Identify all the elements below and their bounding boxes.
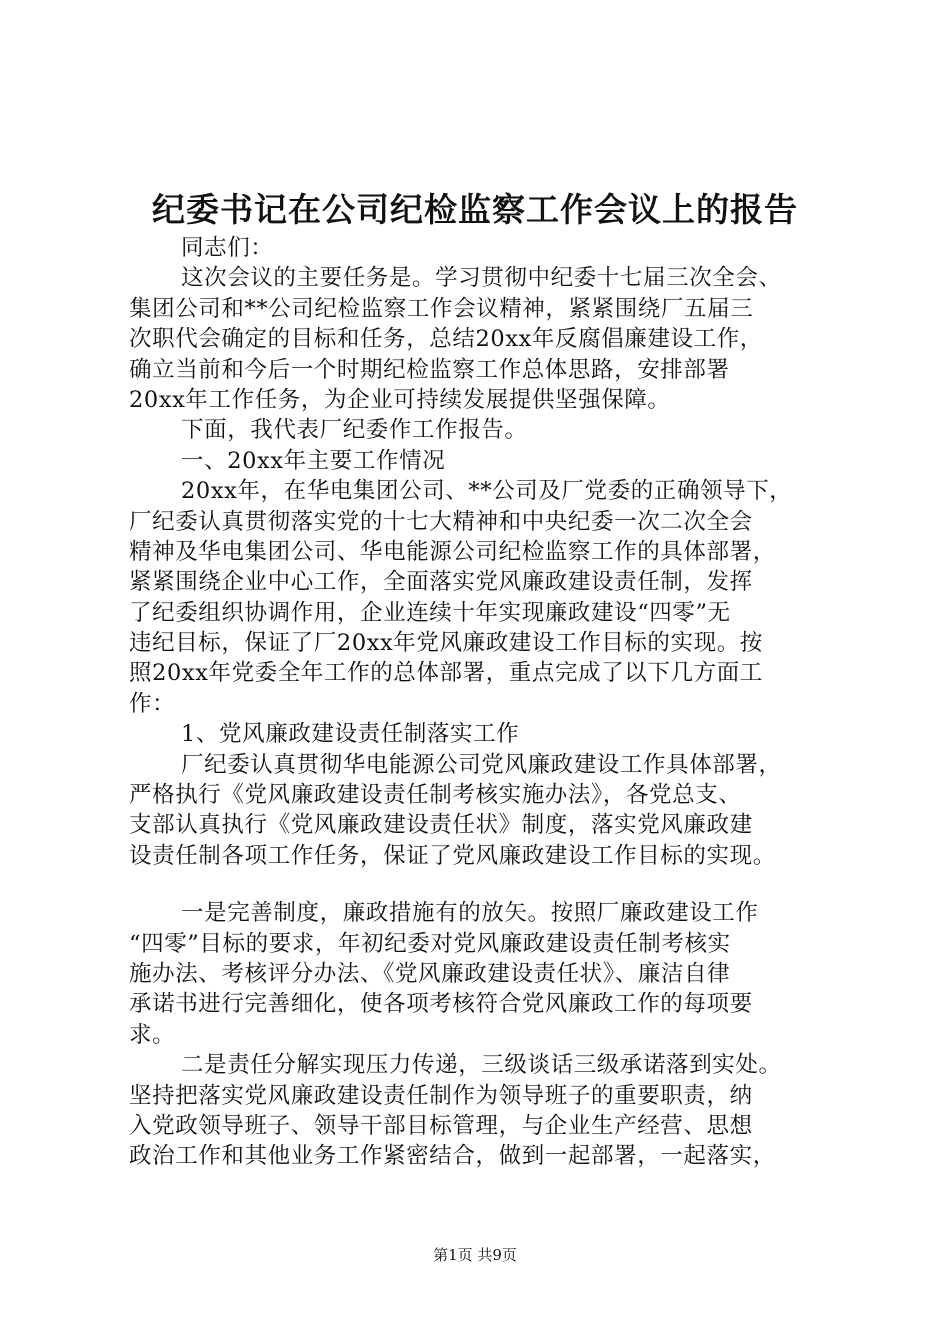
paragraph-line: 承诺书进行完善细化，使各项考核符合党风廉政工作的每项要 (129, 991, 753, 1018)
salutation: 同志们： (181, 235, 274, 261)
paragraph-line: 设责任制各项工作任务，保证了党风廉政建设工作目标的实现。 (129, 842, 776, 869)
paragraph-line: 作： (129, 690, 176, 717)
paragraph-line: 了纪委组织协调作用，企业连续十年实现廉政建设“四零”无 (129, 599, 731, 626)
document-body (129, 233, 859, 1172)
paragraph-line: 求。 (129, 1021, 176, 1048)
paragraph-line: 一是完善制度，廉政措施有的放矢。按照厂廉政建设工作 (181, 900, 759, 927)
paragraph-line: 厂纪委认真贯彻落实党的十七大精神和中央纪委一次二次全会 (129, 508, 753, 535)
paragraph-line: 下面，我代表厂纪委作工作报告。 (181, 417, 528, 444)
paragraph-line: 入党政领导班子、领导干部目标管理，与企业生产经营、思想 (129, 1112, 753, 1139)
paragraph-line: 20xx年，在华电集团公司、**公司及厂党委的正确领导下， (181, 478, 793, 505)
paragraph-line: 20xx年工作任务，为企业可持续发展提供坚强保障。 (129, 386, 671, 413)
paragraph-line: 政治工作和其他业务工作紧密结合，做到一起部署，一起落实， (129, 1143, 776, 1170)
paragraph-line: 支部认真执行《党风廉政建设责任状》制度，落实党风廉政建 (129, 812, 753, 839)
document-title: 纪委书记在公司纪检监察工作会议上的报告 (152, 190, 798, 229)
paragraph-line: 施办法、考核评分办法、《党风廉政建设责任状》、廉洁自律 (129, 960, 731, 987)
paragraph-line: 坚持把落实党风廉政建设责任制作为领导班子的重要职责，纳 (129, 1082, 753, 1109)
paragraph-gap (129, 871, 859, 898)
paragraph-line: 严格执行《党风廉政建设责任制考核实施办法》，各党总支、 (129, 782, 742, 809)
paragraph-line: 集团公司和**公司纪检监察工作会议精神，紧紧围绕厂五届三 (129, 295, 754, 322)
paragraph-line: 确立当前和今后一个时期纪检监察工作总体思路，安排部署 (129, 356, 730, 383)
paragraph-line: 违纪目标，保证了厂20xx年党风廉政建设工作目标的实现。按 (129, 630, 763, 657)
paragraph-line: 二是责任分解实现压力传递，三级谈话三级承诺落到实处。 (181, 1052, 782, 1079)
paragraph-line: 照20xx年党委全年工作的总体部署，重点完成了以下几方面工 (129, 660, 763, 687)
paragraph-line: “四零”目标的要求，年初纪委对党风廉政建设责任制考核实 (129, 930, 731, 957)
section-heading: 一、20xx年主要工作情况 (181, 447, 446, 474)
paragraph-line: 紧紧围绕企业中心工作，全面落实党风廉政建设责任制，发挥 (129, 569, 753, 596)
paragraph-line: 精神及华电集团公司、华电能源公司纪检监察工作的具体部署， (129, 538, 776, 565)
subsection-heading: 1、党风廉政建设责任制落实工作 (181, 721, 520, 748)
paragraph-line: 次职代会确定的目标和任务，总结20xx年反腐倡廉建设工作， (129, 326, 763, 353)
page-footer: 第1页 共9页 (433, 1246, 517, 1264)
paragraph-line: 厂纪委认真贯彻华电能源公司党风廉政建设工作具体部署， (181, 751, 782, 778)
paragraph-line: 这次会议的主要任务是。学习贯彻中纪委十七届三次全会、 (181, 265, 782, 292)
